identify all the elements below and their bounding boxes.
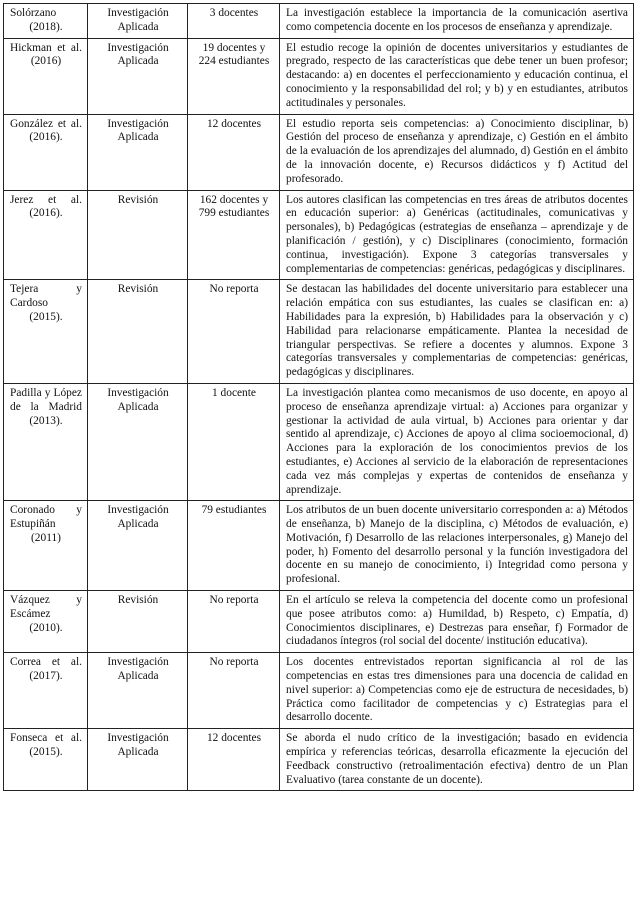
sample-cell: No reporta [188,653,280,729]
sample-cell: 162 docentes y 799 estudiantes [188,190,280,280]
description-cell: En el artículo se releva la competencia del docente como un profesional que posee atributos como: a) Humildad, b) Respeto, c) Empatía, d) Conocimientos disciplinares, e) Destrezas para enseñar, f) Formador de ciudadanos íntegros (rol social del docente/ institución educativa). [280,591,634,653]
table-row [4,190,634,280]
type-cell: Investigación Aplicada [88,114,188,190]
sample-cell: 79 estudiantes [188,501,280,591]
type-cell: Revisión [88,190,188,280]
type-cell: Investigación Aplicada [88,38,188,114]
type-cell: Investigación Aplicada [88,383,188,500]
description-cell: Los docentes entrevistados reportan significancia al rol de las competencias en estas tres dimensiones para una docencia de calidad en nivel superior: a) Competencias como eje de estructura de necesidades, b) Práctica como facilitador de competencias y c) Estrategias para el desarrollo docente. [280,653,634,729]
table-row [4,280,634,384]
description-cell: El estudio reporta seis competencias: a) Conocimiento disciplinar, b) Gestión del proceso de enseñanza y aprendizaje, c) Gestión en el ámbito de la evaluación de los aprendizajes del alumnado, d) Gestión en el ámbito de la innovación docente, e) Recursos didácticos y f) Actitud del profesorado. [280,114,634,190]
table-row [4,4,634,39]
sample-cell: 1 docente [188,383,280,500]
sample-cell: 12 docentes [188,114,280,190]
sample-cell: 19 docentes y 224 estudiantes [188,38,280,114]
description-cell: Se aborda el nudo crítico de la investigación; basado en evidencia empírica y referencias teóricas, desarrolla eficazmente la ejecución del Feedback constructivo (retroalimentación efectiva) dentro de un Plan Evaluativo (tarea constante de un docente). [280,729,634,791]
author-cell: Jerez et al. (2016). [4,190,88,280]
type-cell: Revisión [88,591,188,653]
sample-cell: No reporta [188,280,280,384]
description-cell: Se destacan las habilidades del docente universitario para establecer una relación empática con sus estudiantes, las cuales se clasifican en: a) Habilidades para la expresión, b) Habilidades para la observación y c) Habilidad para relacionarse empáticamente. Plantea la necesidad de triangular perspectivas. Se refiere a docentes y alumnos. Expone 3 categorías transversales y complementarias de competencias: genéricas, pedagógicas y disciplinares. [280,280,634,384]
type-cell: Investigación Aplicada [88,501,188,591]
author-cell: Padilla y López de la Madrid (2013). [4,383,88,500]
table-row [4,501,634,591]
author-cell: Tejera y Cardoso (2015). [4,280,88,384]
table-row [4,383,634,500]
table-row [4,653,634,729]
table-row [4,114,634,190]
type-cell: Revisión [88,280,188,384]
studies-table [3,3,634,791]
table-row [4,729,634,791]
description-cell: El estudio recoge la opinión de docentes universitarios y estudiantes de pregrado, respecto de las características que debe tener un buen profesor; destacando: a) en docentes el perfeccionamiento y educación continua, el conocimiento y la responsabilidad del rol; y b) y en estudiantes, atributos actitudinales y personales. [280,38,634,114]
table-row [4,38,634,114]
sample-cell: 12 docentes [188,729,280,791]
sample-cell: 3 docentes [188,4,280,39]
sample-cell: No reporta [188,591,280,653]
description-cell: Los autores clasifican las competencias en tres áreas de atributos docentes en educación superior: a) Genéricas (actitudinales, comunicativas y personales), b) Pedagógicas (estrategias de enseñanza – aprendizaje y de planificación / gestión), y c) Disciplinares (conocimiento, formación continua, investigación). Expone 3 categorías transversales y complementarias de competencias: genéricas, pedagógicas y disciplinares. [280,190,634,280]
author-cell: Solórzano (2018). [4,4,88,39]
author-cell: Fonseca et al. (2015). [4,729,88,791]
type-cell: Investigación Aplicada [88,729,188,791]
type-cell: Investigación Aplicada [88,4,188,39]
author-cell: Correa et al. (2017). [4,653,88,729]
description-cell: La investigación plantea como mecanismos de uso docente, en apoyo al proceso de enseñanza aprendizaje virtual: a) Acciones para organizar y gestionar la actividad de aula virtual, b) Acciones para orientar y dar sentido al aprendizaje, c) Acciones de apoyo al clima socioemocional, d) Acciones para la exploración de los conocimientos previos de los estudiantes, e) Acciones al servicio de la elaboración de representaciones cada vez más complejas y expertas de contenidos de enseñanza y aprendizaje. [280,383,634,500]
author-cell: González et al. (2016). [4,114,88,190]
author-cell: Coronado y Estupiñán (2011) [4,501,88,591]
description-cell: La investigación establece la importancia de la comunicación asertiva como competencia docente en los procesos de enseñanza y aprendizaje. [280,4,634,39]
description-cell: Los atributos de un buen docente universitario corresponden a: a) Métodos de enseñanza, b) Manejo de la disciplina, c) Métodos de evaluación, e) Motivación, f) Desarrollo de las relaciones interpersonales, g) Manejo del poder, h) Fomento del desarrollo personal y la función investigadora del docente en su manejo de conocimiento, i) Integridad como persona y profesional. [280,501,634,591]
table-row [4,591,634,653]
type-cell: Investigación Aplicada [88,653,188,729]
author-cell: Hickman et al. (2016) [4,38,88,114]
author-cell: Vázquez y Escámez (2010). [4,591,88,653]
table-body [4,4,634,791]
